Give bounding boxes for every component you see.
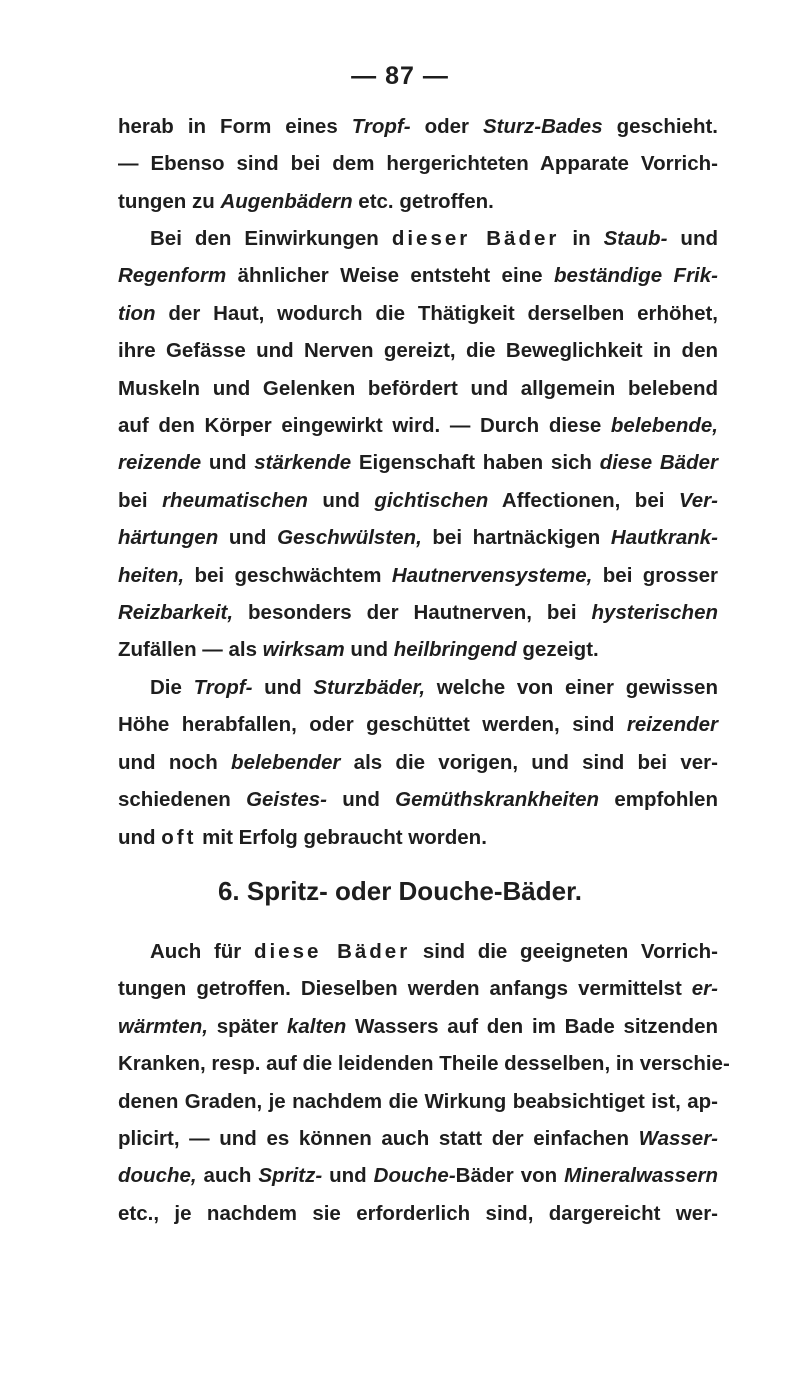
- text-line: [118, 669, 718, 706]
- text-run: gezeigt.: [516, 638, 599, 662]
- text-run: später: [208, 1014, 287, 1038]
- text-line: [118, 183, 718, 220]
- italic-text: Tropf-: [351, 115, 411, 138]
- text-run: und: [326, 788, 396, 812]
- text-line: [118, 744, 718, 781]
- italic-text: er-: [691, 977, 718, 1001]
- italic-text: Hautnervensysteme,: [391, 563, 593, 587]
- italic-text: Ver-: [678, 488, 718, 512]
- text-run: Kranken, resp. auf die leidenden Theile desselben, in verschie-: [118, 1052, 730, 1076]
- italic-text: reizende: [118, 451, 202, 475]
- text-run: oder: [410, 115, 483, 138]
- text-line: [118, 295, 718, 332]
- text-run: und: [667, 227, 718, 250]
- text-line: [118, 970, 718, 1007]
- italic-text: Sturz-Bades: [483, 115, 603, 138]
- text-line: [118, 444, 718, 481]
- italic-text: diese Bäder: [599, 451, 718, 475]
- paragraph-2: [118, 220, 718, 669]
- text-line: [118, 370, 718, 407]
- text-line: [118, 1120, 718, 1157]
- italic-text: douche,: [118, 1164, 197, 1188]
- text-run: Zufällen — als: [118, 638, 263, 662]
- text-line: [118, 781, 718, 818]
- text-run: und: [322, 1164, 374, 1188]
- italic-text: heiten,: [118, 563, 185, 587]
- text-run: denen Graden, je nachdem die Wirkung beabsichtiget ist, ap-: [118, 1089, 718, 1113]
- text-run: und: [344, 638, 394, 662]
- text-line: [118, 1195, 718, 1232]
- italic-text: tion: [118, 301, 156, 325]
- italic-text: härtungen: [118, 526, 219, 550]
- italic-text: wirksam: [262, 638, 345, 662]
- text-run: und noch: [118, 750, 232, 774]
- italic-text: heilbringend: [393, 638, 517, 662]
- italic-text: Wasser-: [638, 1126, 718, 1150]
- italic-text: belebender: [231, 750, 341, 774]
- text-run: etc. getroffen.: [352, 189, 494, 213]
- text-line: [118, 594, 718, 631]
- spaced-text: diese Bäder: [253, 940, 411, 963]
- italic-text: stärkende: [254, 451, 352, 475]
- text-line: [118, 145, 718, 182]
- text-line: [118, 1008, 718, 1045]
- italic-text: rheumatischen: [162, 488, 308, 512]
- text-line: [118, 220, 718, 257]
- text-run: Auch für: [150, 940, 254, 963]
- text-run: tungen zu: [118, 189, 221, 213]
- italic-text: Douche-: [373, 1164, 456, 1188]
- text-run: mit Erfolg gebraucht worden.: [196, 825, 487, 849]
- spaced-text: dieser Bäder: [391, 227, 560, 250]
- italic-text: Mineralwassern: [564, 1164, 718, 1188]
- text-line: [118, 1045, 730, 1082]
- text-run: Bei den Einwirkungen: [150, 227, 392, 250]
- text-run: ähnlicher Weise entsteht eine: [226, 264, 554, 288]
- text-line: [118, 933, 718, 970]
- italic-text: Spritz-: [258, 1164, 323, 1188]
- text-run: Die: [150, 676, 194, 699]
- italic-text: kalten: [287, 1014, 347, 1038]
- text-run: ihre Gefässe und Nerven gereizt, die Beweglichkeit in den: [118, 339, 718, 363]
- text-run: herab in Form eines: [118, 115, 352, 138]
- italic-text: reizender: [626, 713, 718, 737]
- text-run: besonders der Hautnerven, bei: [233, 600, 592, 624]
- text-run: bei hartnäckigen: [421, 526, 611, 550]
- section-heading: 6. Spritz- oder Douche-Bäder.: [217, 876, 583, 906]
- text-run: und: [118, 825, 162, 849]
- text-line: [118, 108, 718, 145]
- text-run: und: [218, 526, 278, 550]
- text-run: plicirt, — und es können auch statt der einfachen: [118, 1126, 639, 1150]
- text-run: als die vorigen, und sind bei ver-: [340, 750, 718, 774]
- page-number: — 87 —: [351, 62, 449, 90]
- text-run: schiedenen: [118, 788, 247, 812]
- text-run: in: [559, 227, 604, 250]
- italic-text: Gemüthskrankheiten: [395, 788, 600, 812]
- text-run: auf den Körper eingewirkt wird. — Durch diese: [118, 413, 611, 437]
- text-line: [118, 482, 718, 519]
- paragraph-1: [118, 108, 718, 220]
- text-run: und: [307, 488, 375, 512]
- text-run: bei: [118, 488, 163, 512]
- italic-text: Hautkrank-: [610, 526, 718, 550]
- text-run: auch: [196, 1164, 259, 1188]
- italic-text: Staub-: [603, 227, 668, 250]
- italic-text: Augenbädern: [220, 189, 353, 213]
- italic-text: Reizbarkeit,: [118, 600, 234, 624]
- text-line: [118, 819, 718, 856]
- text-line: [118, 1083, 718, 1120]
- text-run: — Ebenso sind bei dem hergerichteten Apparate Vorrich-: [118, 152, 718, 176]
- italic-text: Sturzbäder,: [313, 676, 426, 699]
- text-run: sind die geeigneten Vorrich-: [410, 940, 718, 963]
- spaced-text: oft: [161, 825, 197, 849]
- text-run: bei geschwächtem: [184, 563, 392, 587]
- text-run: Bäder von: [455, 1164, 565, 1188]
- text-line: [118, 706, 718, 743]
- text-run: welche von einer gewissen: [425, 676, 718, 699]
- text-run: Höhe herabfallen, oder geschüttet werden, sind: [118, 713, 627, 737]
- text-line: [118, 557, 718, 594]
- italic-text: Regenform: [118, 264, 227, 288]
- text-line: [118, 332, 718, 369]
- text-line: [118, 631, 718, 668]
- text-run: Wassers auf den im Bade sitzenden: [346, 1014, 718, 1038]
- text-line: [118, 407, 718, 444]
- italic-text: beständige Frik-: [553, 264, 718, 288]
- italic-text: Tropf-: [193, 676, 253, 699]
- text-run: geschieht.: [602, 115, 718, 138]
- italic-text: Geistes-: [246, 788, 327, 812]
- italic-text: hysterischen: [591, 600, 718, 624]
- italic-text: belebende,: [610, 413, 718, 437]
- text-run: Affectionen, bei: [488, 488, 679, 512]
- text-run: Muskeln und Gelenken befördert und allgemein belebend: [118, 376, 718, 400]
- text-run: tungen getroffen. Dieselben werden anfangs vermittelst: [118, 977, 692, 1001]
- paragraph-4: [118, 933, 730, 1232]
- text-line: [118, 1157, 718, 1194]
- text-run: etc., je nachdem sie erforderlich sind, dargereicht wer-: [118, 1201, 718, 1225]
- italic-text: Geschwülsten,: [277, 526, 422, 550]
- text-run: empfohlen: [599, 788, 718, 812]
- text-run: und: [201, 451, 255, 475]
- text-run: bei grosser: [592, 563, 718, 587]
- text-line: [118, 257, 718, 294]
- text-run: der Haut, wodurch die Thätigkeit derselben erhöhet,: [155, 301, 718, 325]
- paragraph-3: [118, 669, 718, 856]
- italic-text: gichtischen: [374, 488, 489, 512]
- text-run: und: [252, 676, 314, 699]
- text-line: [118, 519, 718, 556]
- italic-text: wärmten,: [118, 1014, 208, 1038]
- text-run: Eigenschaft haben sich: [351, 451, 600, 475]
